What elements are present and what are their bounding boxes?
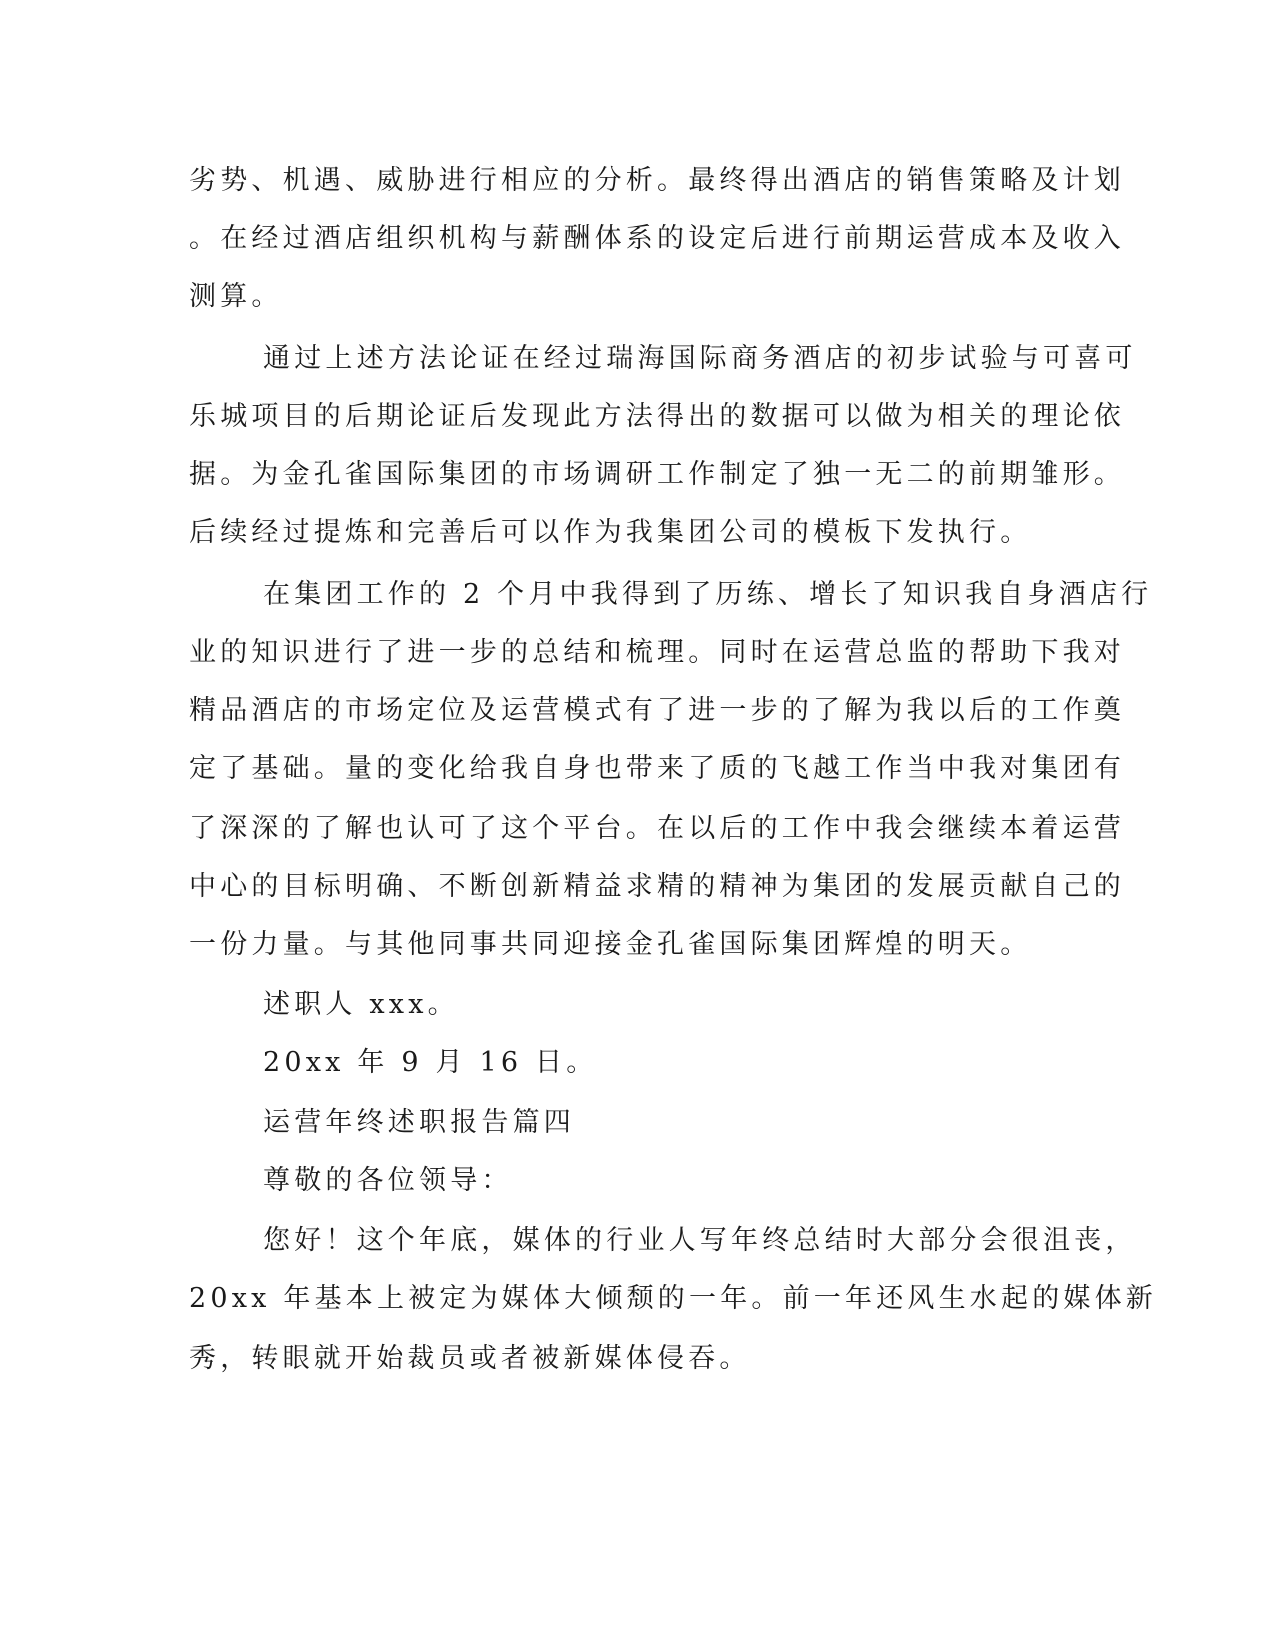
text-line: 后续经过提炼和完善后可以作为我集团公司的模板下发执行。 [189,517,1032,548]
text-line: 通过上述方法论证在经过瑞海国际商务酒店的初步试验与可喜可 [263,343,1137,374]
text-line: 劣势、机遇、威胁进行相应的分析。最终得出酒店的销售策略及计划 [189,165,1125,196]
text-line: 精品酒店的市场定位及运营模式有了进一步的了解为我以后的工作奠 [189,695,1125,726]
text-line: 秀，转眼就开始裁员或者被新媒体侵吞。 [189,1343,751,1374]
text-line: 乐城项目的后期论证后发现此方法得出的数据可以做为相关的理论依 [189,401,1125,432]
text-line: 定了基础。量的变化给我自身也带来了质的飞越工作当中我对集团有 [189,753,1125,784]
text-line: 据。为金孔雀国际集团的市场调研工作制定了独一无二的前期雏形。 [189,459,1125,490]
text-line: 。在经过酒店组织机构与薪酬体系的设定后进行前期运营成本及收入 [189,223,1125,254]
text-line: 20xx 年基本上被定为媒体大倾颓的一年。前一年还风生水起的媒体新 [189,1283,1157,1314]
text-line: 中心的目标明确、不断创新精益求精的精神为集团的发展贡献自己的 [189,871,1125,902]
salutation: 尊敬的各位领导： [263,1165,513,1196]
text-line: 一份力量。与其他同事共同迎接金孔雀国际集团辉煌的明天。 [189,929,1032,960]
signature-line: 述职人 xxx。 [263,989,459,1020]
date-line: 20xx 年 9 月 16 日。 [263,1047,598,1078]
text-line: 测算。 [189,281,283,312]
text-line: 您好！这个年底，媒体的行业人写年终总结时大部分会很沮丧， [263,1225,1137,1256]
text-line: 了深深的了解也认可了这个平台。在以后的工作中我会继续本着运营 [189,813,1125,844]
text-line: 在集团工作的 2 个月中我得到了历练、增长了知识我自身酒店行 [263,579,1153,610]
section-title: 运营年终述职报告篇四 [263,1107,575,1138]
text-line: 业的知识进行了进一步的总结和梳理。同时在运营总监的帮助下我对 [189,637,1125,668]
